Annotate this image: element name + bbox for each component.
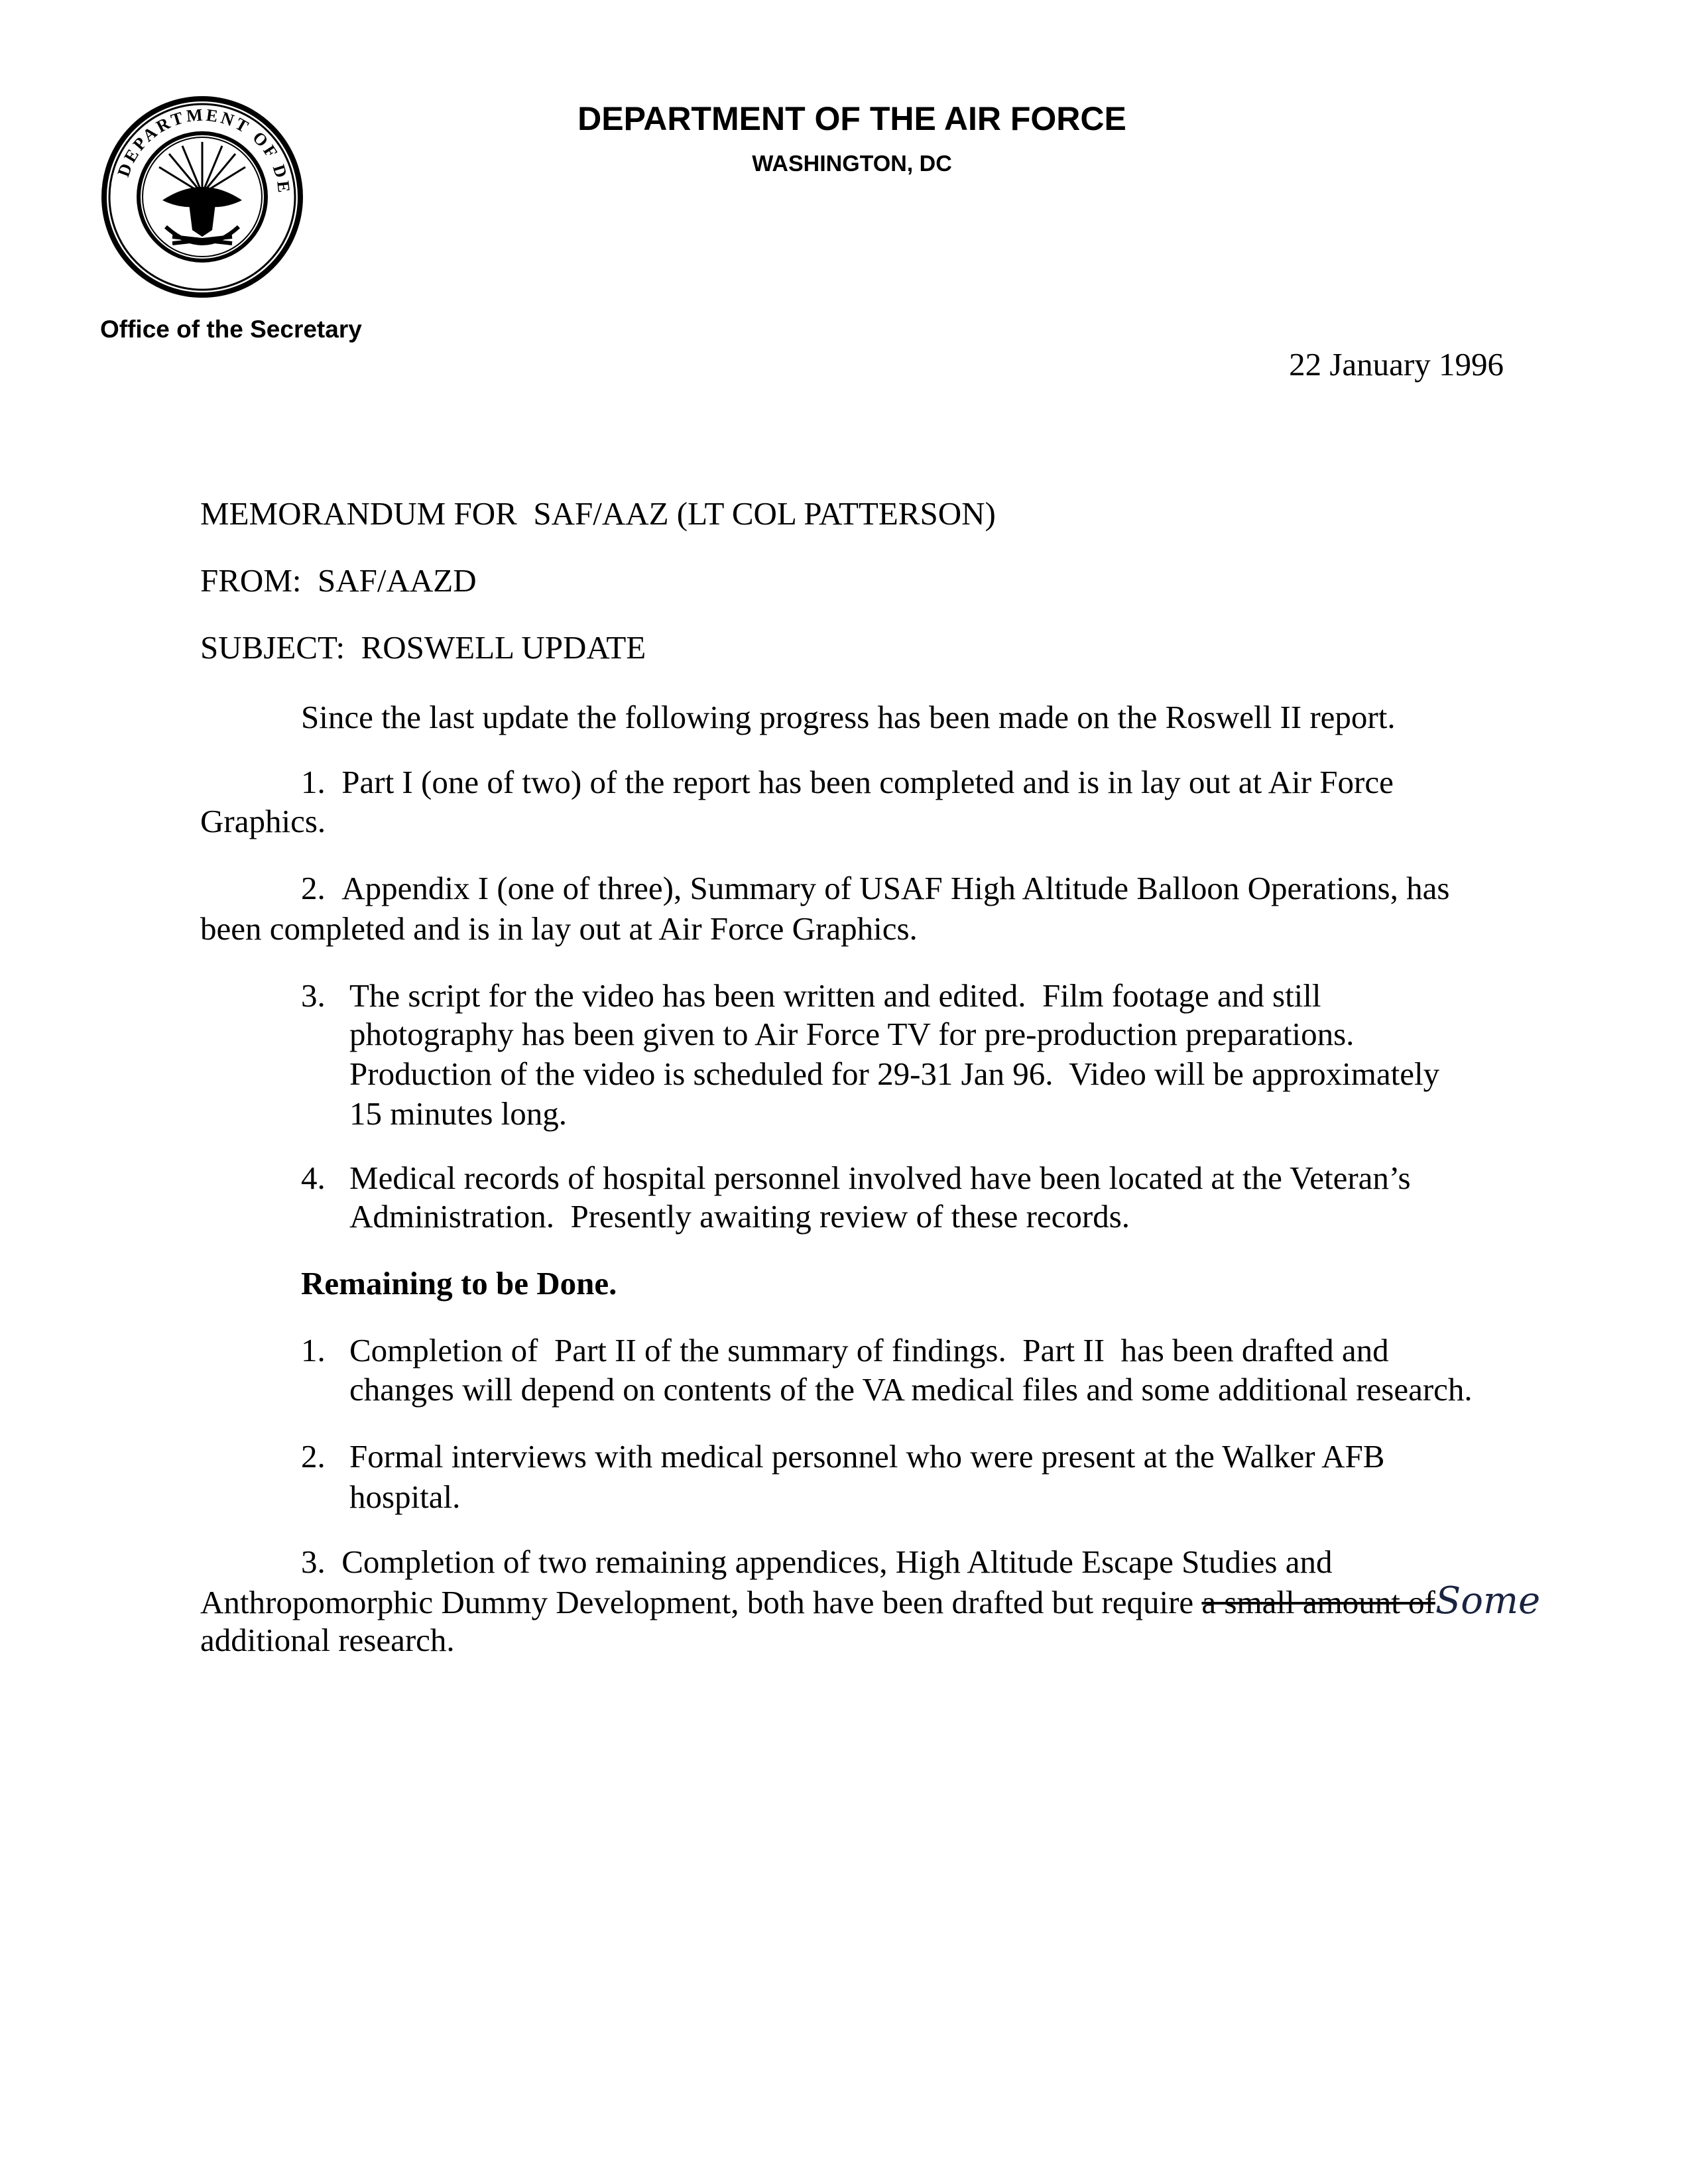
item-line: 15 minutes long. [349, 1095, 568, 1132]
item-line: Anthropomorphic Dummy Development, both have been drafted but require [200, 1584, 1202, 1620]
item-line: additional research. [200, 1622, 455, 1658]
progress-item-2 [301, 869, 1449, 908]
item-line: changes will depend on contents of the VA medical files and some additional research. [349, 1371, 1473, 1408]
item-line: Completion of two remaining appendices, High Altitude Escape Studies and [341, 1544, 1333, 1580]
memo-subject: SUBJECT: ROSWELL UPDATE [200, 629, 646, 666]
progress-item-1-cont: Graphics. [200, 803, 326, 839]
remaining-item-2-number: 2. [301, 1438, 326, 1475]
memo-from: FROM: SAF/AAZD [200, 562, 477, 599]
item-line: Administration. Presently awaiting review of these records. [349, 1198, 1130, 1235]
memo-for: MEMORANDUM FOR SAF/AAZ (LT COL PATTERSON) [200, 495, 996, 532]
memo-date: 22 January 1996 [1289, 346, 1504, 383]
progress-item-1 [301, 762, 1394, 802]
item-number: 3. [301, 1544, 326, 1580]
item-line: Part I (one of two) of the report has been completed and is in lay out at Air Force [341, 764, 1394, 800]
item-line: hospital. [349, 1479, 461, 1515]
item-line: Medical records of hospital personnel involved have been located at the Veteran’s [349, 1160, 1411, 1196]
handwritten-correction: Some [1435, 1579, 1541, 1622]
item-line: Appendix I (one of three), Summary of USAF High Altitude Balloon Operations, has [341, 870, 1450, 906]
remaining-item-3-cont [200, 1581, 1540, 1622]
progress-item-4-number: 4. [301, 1160, 326, 1196]
progress-item-3-number: 3. [301, 977, 326, 1014]
struck-text: a small amount of [1201, 1584, 1435, 1620]
office-name: Office of the Secretary [100, 316, 362, 343]
progress-item-2-cont: been completed and is in lay out at Air Force Graphics. [200, 910, 918, 947]
department-location: WASHINGTON, DC [752, 151, 952, 176]
item-line: Completion of Part II of the summary of findings. Part II has been drafted and [349, 1332, 1389, 1368]
svg-text:DEPARTMENT OF DEFENSE: DEPARTMENT OF DE [113, 105, 294, 196]
item-line: Formal interviews with medical personnel who were present at the Walker AFB [349, 1438, 1385, 1475]
department-title: DEPARTMENT OF THE AIR FORCE [577, 100, 1126, 137]
item-number: 2. [301, 870, 326, 906]
item-line: The script for the video has been written and edited. Film footage and still [349, 977, 1321, 1014]
remaining-heading: Remaining to be Done. [301, 1265, 617, 1302]
remaining-item-3 [301, 1542, 1332, 1582]
remaining-item-1-number: 1. [301, 1332, 326, 1368]
item-line: Production of the video is scheduled for 29-31 Jan 96. Video will be approximately [349, 1056, 1440, 1092]
item-line: photography has been given to Air Force TV for pre-production preparations. [349, 1016, 1355, 1052]
intro-paragraph: Since the last update the following progress has been made on the Roswell II report. [301, 699, 1396, 735]
item-number: 1. [301, 764, 326, 800]
